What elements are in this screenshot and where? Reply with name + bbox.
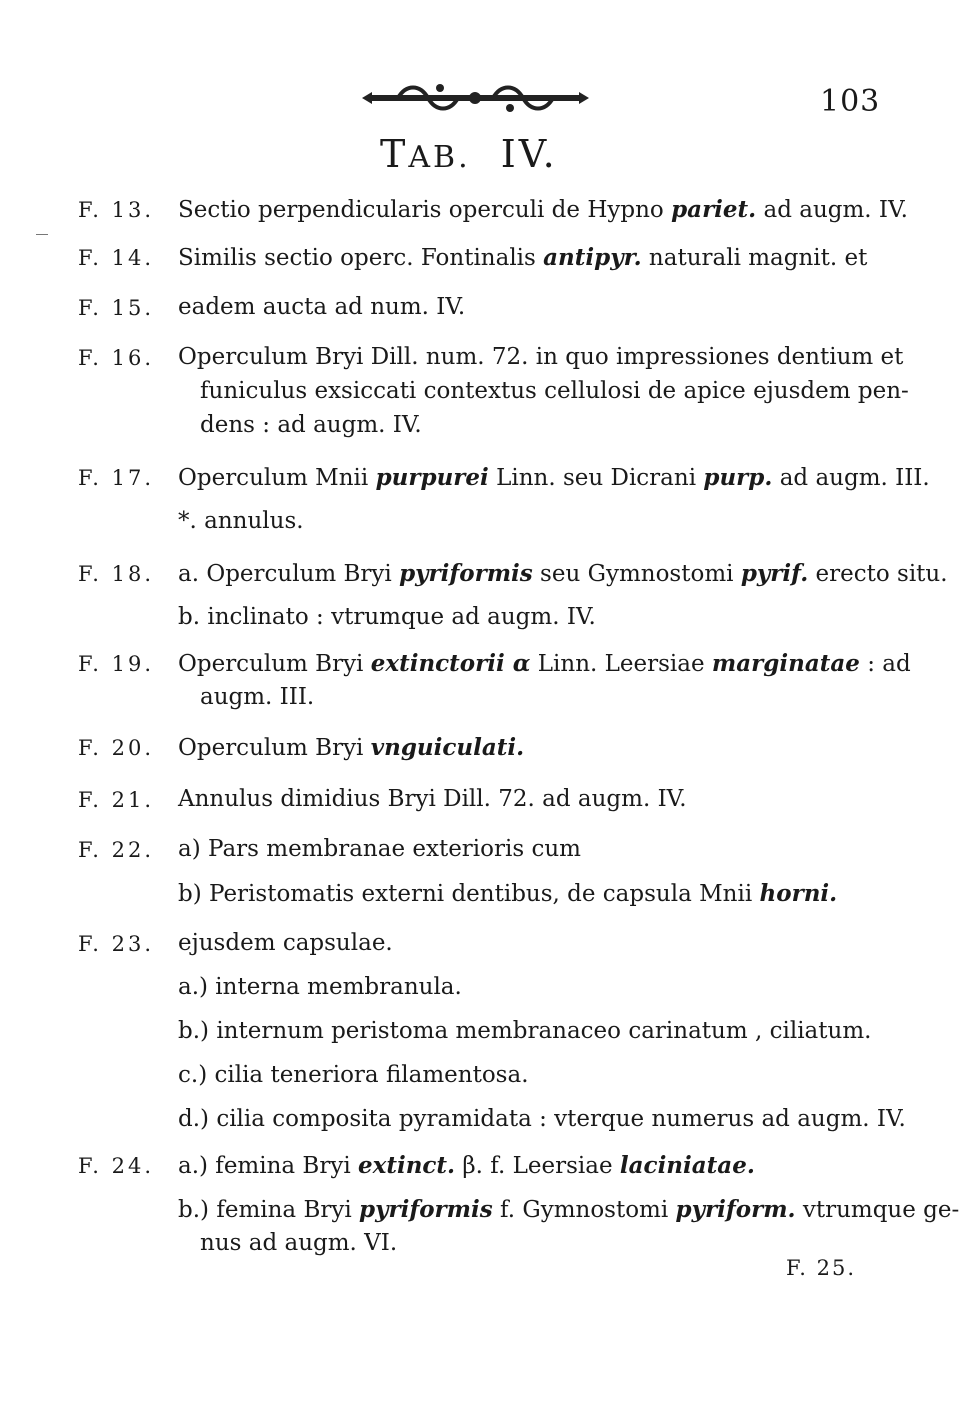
text-run: naturali magnit. et [641, 245, 868, 271]
text-run: b) Peristomatis externi dentibus, de capsula Mnii [178, 881, 760, 907]
figure-label: F. 24. [78, 1154, 155, 1178]
text-run: Operculum Bryi [178, 651, 371, 677]
text-run: a.) interna membranula. [178, 974, 462, 1000]
figure-description-line [178, 294, 465, 320]
text-run: ad augm. IV. [756, 197, 908, 223]
figure-description-line [178, 974, 462, 1000]
figure-description-line [178, 508, 304, 534]
text-run: nus ad augm. VI. [200, 1230, 398, 1256]
text-run: dens : ad augm. IV. [200, 412, 422, 438]
plate-title [380, 132, 558, 176]
figure-label: F. 16. [78, 346, 155, 370]
text-run: Operculum Bryi Dill. num. 72. in quo impressiones dentium et [178, 344, 904, 370]
figure-label: F. 21. [78, 788, 155, 812]
figure-description-line [200, 412, 422, 438]
figure-description-line [178, 650, 911, 677]
figure-description-line [178, 604, 596, 630]
italic-term: pariet. [671, 196, 757, 223]
italic-term: pyriformis [359, 1196, 493, 1223]
figure-description-line [178, 464, 930, 491]
text-run: ejusdem capsulae. [178, 930, 393, 956]
text-run: b.) internum peristoma membranaceo carinatum , ciliatum. [178, 1018, 872, 1044]
text-run: β. f. Leersiae [455, 1153, 620, 1179]
figure-label: F. 22. [78, 838, 155, 862]
figure-label: F. 18. [78, 562, 155, 586]
figure-label: F. 15. [78, 296, 155, 320]
text-run: a. Operculum Bryi [178, 561, 400, 587]
text-run: b.) femina Bryi [178, 1197, 360, 1223]
margin-mark [36, 234, 48, 235]
figure-description-line [200, 684, 314, 710]
text-run: f. Gymnostomi [492, 1197, 676, 1223]
figure-description-line [200, 378, 909, 404]
figure-description-line [178, 1106, 906, 1132]
title-numeral: IV. [500, 132, 558, 176]
italic-term: horni. [759, 880, 838, 907]
figure-label: F. 19. [78, 652, 155, 676]
figure-description-line [178, 560, 948, 587]
figure-description-line [178, 344, 903, 370]
text-run: erecto situ. [808, 561, 948, 587]
text-run: Linn. seu Dicrani [488, 465, 704, 491]
figure-label: F. 20. [78, 736, 155, 760]
text-run: Linn. Leersiae [530, 651, 712, 677]
text-run: eadem aucta ad num. IV. [178, 294, 466, 320]
figure-description-line [178, 196, 908, 223]
italic-term: extinctorii α [370, 650, 531, 677]
text-run: vtrumque ge- [795, 1197, 959, 1223]
figure-description-line [178, 734, 524, 761]
italic-term: purp. [703, 464, 773, 491]
title-initial: T [380, 132, 409, 176]
figure-label: F. 13. [78, 198, 155, 222]
italic-term: extinct. [358, 1152, 456, 1179]
figure-description-line [178, 836, 581, 862]
text-run: Operculum Bryi [178, 735, 371, 761]
figure-label: F. 14. [78, 246, 155, 270]
figure-description-line [200, 1230, 397, 1256]
figure-description-line [178, 1196, 959, 1223]
italic-term: laciniatae. [619, 1152, 755, 1179]
figure-description-line [178, 1018, 871, 1044]
title-small-caps: AB. [408, 140, 471, 175]
figure-label: F. 23. [78, 932, 155, 956]
text-run: Annulus dimidius Bryi Dill. 72. ad augm. IV. [178, 786, 687, 812]
text-run: : ad [859, 651, 911, 677]
italic-term: marginatae [711, 650, 860, 677]
text-run: funiculus exsiccati contextus cellulosi de apice ejusdem pen- [200, 378, 909, 404]
text-run: Operculum Mnii [178, 465, 376, 491]
text-run: d.) cilia composita pyramidata : vterque numerus ad augm. IV. [178, 1106, 906, 1132]
text-run: augm. III. [200, 684, 315, 710]
text-run: c.) cilia teneriora filamentosa. [178, 1062, 529, 1088]
italic-term: purpurei [375, 464, 489, 491]
text-run: ad augm. III. [772, 465, 930, 491]
italic-term: vnguiculati. [370, 734, 525, 761]
catchword: F. 25. [786, 1256, 857, 1280]
italic-term: pyrif. [740, 560, 809, 587]
italic-term: antipyr. [543, 244, 642, 271]
text-run: Similis sectio operc. Fontinalis [178, 245, 544, 271]
figure-label: F. 17. [78, 466, 155, 490]
text-run: a.) femina Bryi [178, 1153, 358, 1179]
text-run: *. annulus. [178, 508, 304, 534]
text-run: b. inclinato : vtrumque ad augm. IV. [178, 604, 596, 630]
text-run: a) Pars membranae exterioris cum [178, 836, 581, 862]
figure-description-line [178, 1152, 755, 1179]
printer-ornament-icon [358, 82, 593, 114]
figure-description-line [178, 880, 837, 907]
italic-term: pyriformis [399, 560, 533, 587]
page-number: 103 [820, 84, 881, 119]
text-run: seu Gymnostomi [532, 561, 741, 587]
figure-description-line [178, 244, 867, 271]
figure-description-line [178, 786, 687, 812]
figure-description-line [178, 930, 393, 956]
italic-term: pyriform. [675, 1196, 796, 1223]
figure-description-line [178, 1062, 529, 1088]
text-run: Sectio perpendicularis operculi de Hypno [178, 197, 672, 223]
